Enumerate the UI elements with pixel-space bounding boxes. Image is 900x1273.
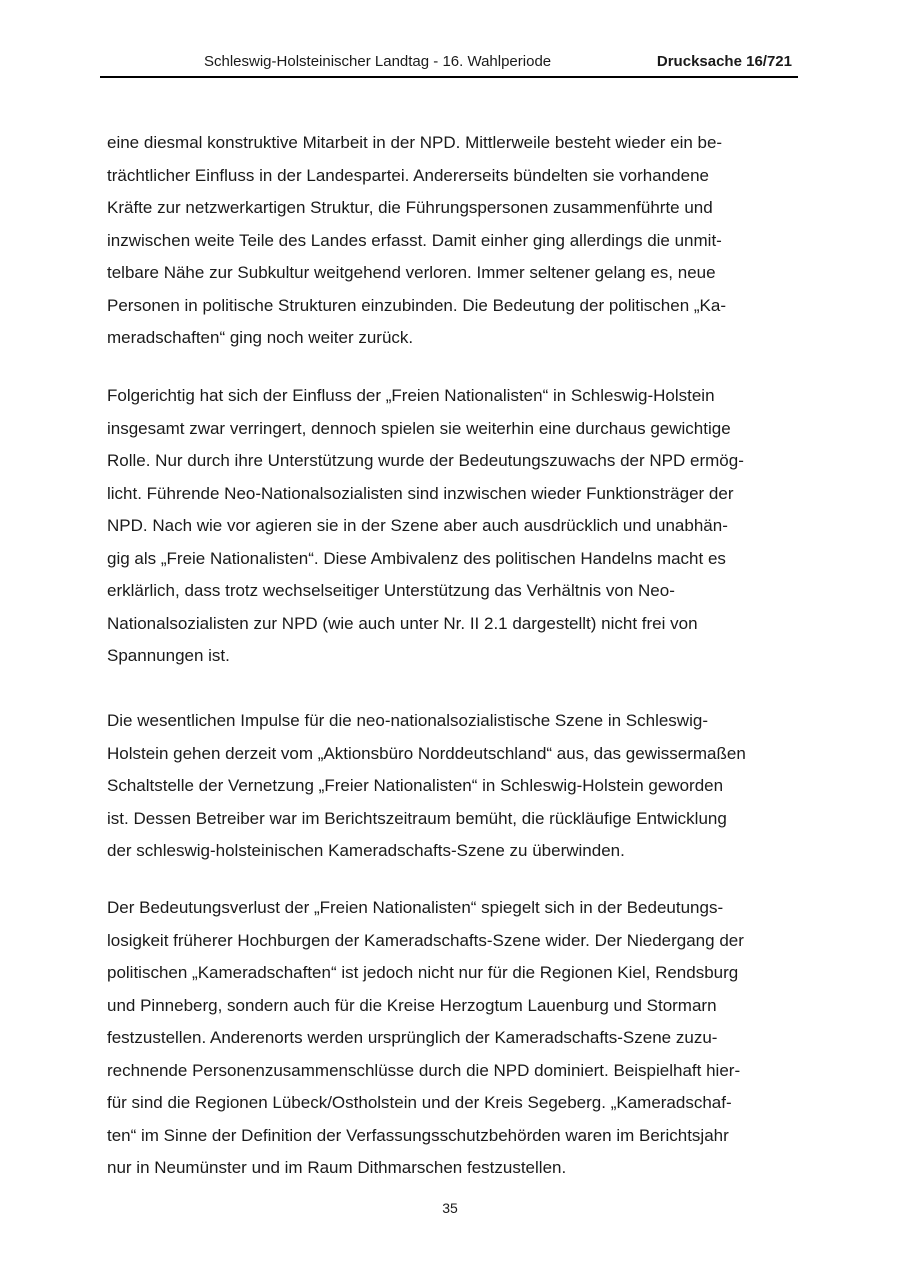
text-line: ist. Dessen Betreiber war im Berichtszeitraum bemüht, die rückläufige Entwicklung bbox=[107, 808, 727, 828]
text-line: insgesamt zwar verringert, dennoch spielen sie weiterhin eine durchaus gewichtige bbox=[107, 418, 731, 438]
paragraph-4 bbox=[107, 892, 807, 1185]
text-line: Spannungen ist. bbox=[107, 646, 230, 665]
text-line: NPD. Nach wie vor agieren sie in der Szene aber auch ausdrücklich und unabhän- bbox=[107, 516, 728, 535]
text-line: telbare Nähe zur Subkultur weitgehend verloren. Immer seltener gelang es, neue bbox=[107, 263, 716, 282]
text-line: Personen in politische Strukturen einzubinden. Die Bedeutung der politischen „Ka- bbox=[107, 295, 726, 315]
paragraph-2 bbox=[107, 380, 807, 673]
header-title: Schleswig-Holsteinischer Landtag - 16. Wahlperiode bbox=[204, 53, 552, 70]
paragraph-1 bbox=[107, 127, 807, 355]
text-line: politischen „Kameradschaften“ ist jedoch nicht nur für die Regionen Kiel, Rendsburg bbox=[107, 963, 739, 982]
text-line: rechnende Personenzusammenschlüsse durch die NPD dominiert. Beispielhaft hier- bbox=[107, 1060, 741, 1080]
text-line: losigkeit früherer Hochburgen der Kameradschafts-Szene wider. Der Niedergang der bbox=[107, 930, 744, 950]
text-line: nur in Neumünster und im Raum Dithmarschen festzustellen. bbox=[107, 1158, 567, 1177]
text-line: Folgerichtig hat sich der Einfluss der „Freien Nationalisten“ in Schleswig-Holstein bbox=[107, 386, 715, 405]
text-line: Die wesentlichen Impulse für die neo-nationalsozialistische Szene in Schleswig- bbox=[107, 711, 708, 730]
text-line: Der Bedeutungsverlust der „Freien Nationalisten“ spiegelt sich in der Bedeutungs- bbox=[107, 898, 724, 917]
text-line: für sind die Regionen Lübeck/Ostholstein und der Kreis Segeberg. „Kameradschaf- bbox=[107, 1093, 732, 1112]
text-line: erklärlich, dass trotz wechselseitiger Unterstützung das Verhältnis von Neo- bbox=[107, 581, 675, 600]
text-line: festzustellen. Anderenorts werden ursprünglich der Kameradschafts-Szene zuzu- bbox=[107, 1028, 718, 1047]
page-header bbox=[100, 52, 798, 78]
text-line: Holstein gehen derzeit vom „Aktionsbüro Norddeutschland“ aus, das gewissermaßen bbox=[107, 743, 746, 763]
text-line: licht. Führende Neo-Nationalsozialisten sind inzwischen wieder Funktionsträger der bbox=[107, 483, 734, 503]
document-number: Drucksache 16/721 bbox=[656, 53, 792, 70]
text-line: der schleswig-holsteinischen Kameradschafts-Szene zu überwinden. bbox=[107, 841, 625, 860]
text-line: meradschaften“ ging noch weiter zurück. bbox=[107, 328, 414, 347]
text-line: trächtlicher Einfluss in der Landespartei. Andererseits bündelten sie vorhandene bbox=[107, 165, 709, 185]
text-line: inzwischen weite Teile des Landes erfasst. Damit einher ging allerdings die unmit- bbox=[107, 230, 722, 250]
text-line: Schaltstelle der Vernetzung „Freier Nationalisten“ in Schleswig-Holstein geworden bbox=[107, 776, 724, 795]
paragraph-3 bbox=[107, 705, 807, 868]
text-line: und Pinneberg, sondern auch für die Kreise Herzogtum Lauenburg und Stormarn bbox=[107, 995, 717, 1015]
text-line: eine diesmal konstruktive Mitarbeit in der NPD. Mittlerweile besteht wieder ein be- bbox=[107, 133, 723, 152]
text-line: ten“ im Sinne der Definition der Verfassungsschutzbehörden waren im Berichtsjahr bbox=[107, 1125, 729, 1145]
page-number: 35 bbox=[442, 1200, 458, 1216]
text-line: gig als „Freie Nationalisten“. Diese Ambivalenz des politischen Handelns macht es bbox=[107, 548, 726, 568]
text-line: Rolle. Nur durch ihre Unterstützung wurde der Bedeutungszuwachs der NPD ermög- bbox=[107, 451, 744, 470]
text-line: Kräfte zur netzwerkartigen Struktur, die Führungspersonen zusammenführte und bbox=[107, 198, 713, 217]
text-line: Nationalsozialisten zur NPD (wie auch unter Nr. II 2.1 dargestellt) nicht frei von bbox=[107, 613, 698, 633]
